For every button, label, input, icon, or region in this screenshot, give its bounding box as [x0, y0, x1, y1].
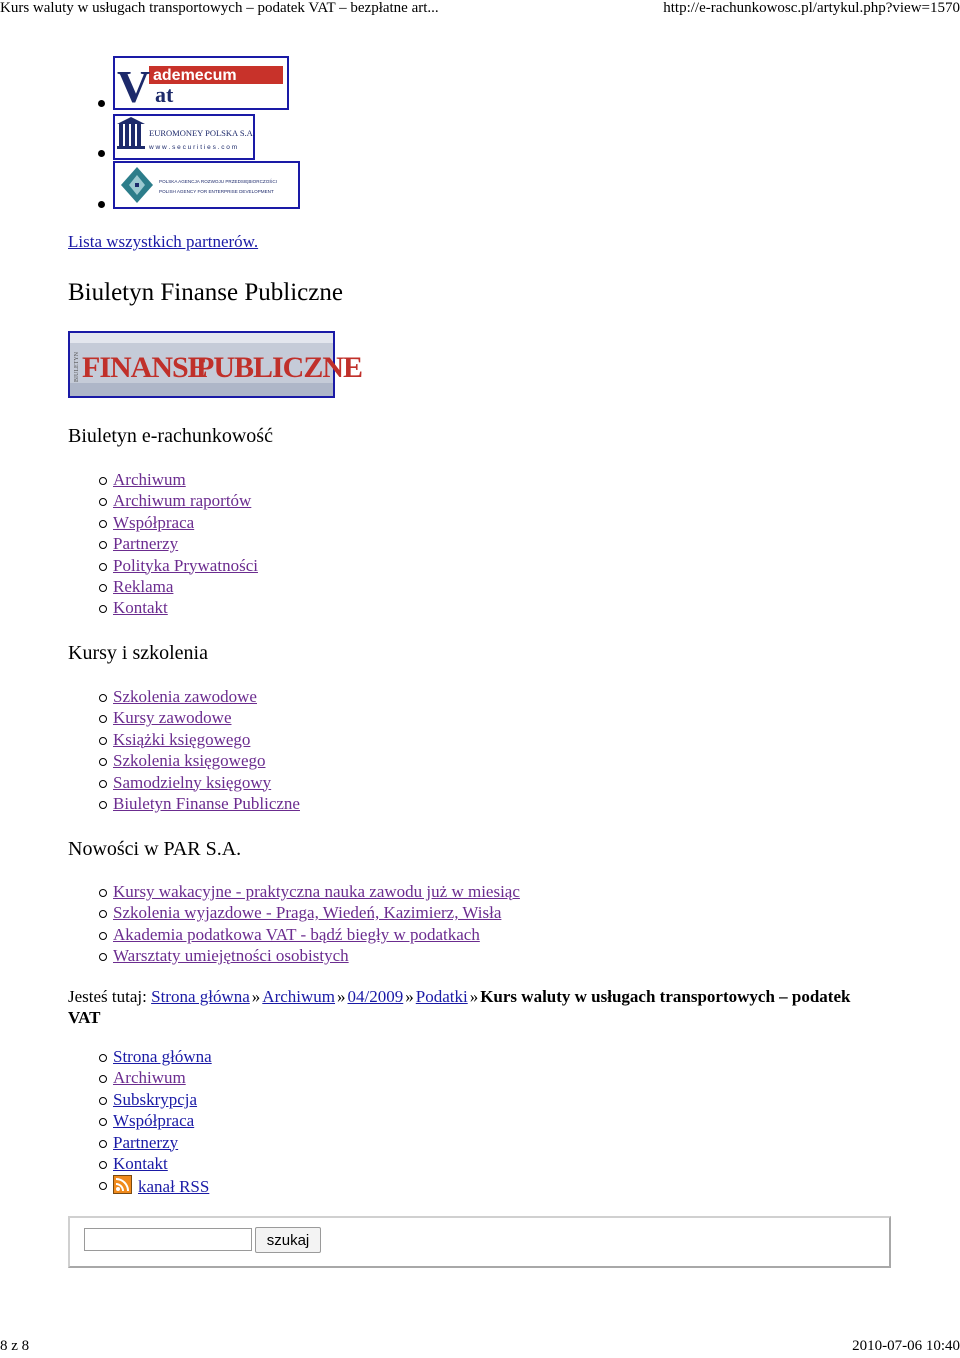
banner-text-finanse: FINANSE	[82, 351, 207, 384]
erachunkowosc-heading: Biuletyn e-rachunkowość	[68, 425, 273, 447]
list-item	[68, 1089, 212, 1110]
print-header-url: http://e-rachunkowosc.pl/artykul.php?view=1570	[663, 0, 960, 16]
breadcrumb-current: Kurs waluty w usługach transportowych – podatek VAT	[68, 987, 851, 1027]
all-partners-link[interactable]: Lista wszystkich partnerów.	[68, 232, 259, 251]
finanse-publiczne-banner[interactable]	[68, 331, 363, 398]
footer-archiwum-link[interactable]: Archiwum	[113, 1068, 186, 1088]
bullet-icon	[98, 100, 105, 107]
breadcrumb-podatki-link[interactable]: Podatki	[415, 987, 468, 1006]
breadcrumb	[68, 986, 868, 1028]
archiwum-raportow-link[interactable]: Archiwum raportów	[113, 491, 252, 511]
erachunkowosc-link-list	[68, 469, 258, 619]
biuletyn-finanse-publiczne-link[interactable]: Biuletyn Finanse Publiczne	[113, 793, 300, 813]
euromoney-logo-image	[115, 116, 253, 158]
list-item	[68, 881, 520, 902]
samodzielny-ksiegowy-link[interactable]: Samodzielny księgowy	[113, 772, 272, 792]
banner-text-publiczne: PUBLICZNE	[196, 351, 363, 384]
list-item	[68, 490, 258, 511]
bullet-icon	[98, 150, 105, 157]
list-item	[68, 555, 258, 576]
search-form	[68, 1216, 891, 1268]
rss-icon	[113, 1175, 132, 1194]
list-item	[68, 729, 300, 750]
list-item	[68, 576, 258, 597]
list-item	[68, 469, 258, 490]
breadcrumb-separator: »	[251, 987, 261, 1006]
list-item	[68, 772, 300, 793]
parp-logo[interactable]	[113, 161, 300, 209]
bullet-icon	[98, 201, 105, 208]
list-item	[68, 686, 300, 707]
szkolenia-wyjazdowe-link[interactable]: Szkolenia wyjazdowe - Praga, Wiedeń, Kazimierz, Wisła	[113, 903, 502, 923]
vademecum-logo-top: ademecum	[153, 67, 237, 84]
nowosci-heading: Nowości w PAR S.A.	[68, 838, 242, 860]
warsztaty-link[interactable]: Warsztaty umiejętności osobistych	[113, 946, 349, 966]
partnerzy-link[interactable]: Partnerzy	[113, 534, 179, 554]
list-item	[68, 707, 300, 728]
breadcrumb-home-link[interactable]: Strona główna	[151, 987, 250, 1006]
akademia-podatkowa-link[interactable]: Akademia podatkowa VAT - bądź biegły w podatkach	[113, 924, 480, 944]
breadcrumb-separator: »	[469, 987, 479, 1006]
list-item	[68, 1110, 212, 1131]
rss-feed-link[interactable]	[113, 1177, 209, 1196]
vademecum-vat-logo[interactable]	[113, 56, 289, 110]
parp-logo-image	[115, 163, 298, 207]
vademecum-logo-bottom: at	[155, 82, 174, 107]
list-item	[68, 1046, 212, 1067]
list-item	[68, 924, 520, 945]
euromoney-logo[interactable]	[113, 114, 255, 160]
search-input[interactable]	[84, 1228, 252, 1251]
list-item	[68, 533, 258, 554]
kursy-heading: Kursy i szkolenia	[68, 642, 208, 664]
archiwum-link[interactable]: Archiwum	[113, 470, 186, 489]
list-item	[68, 597, 258, 618]
szkolenia-ksiegowego-link[interactable]: Szkolenia księgowego	[113, 751, 266, 771]
list-item	[68, 1174, 212, 1200]
breadcrumb-separator: »	[405, 987, 414, 1006]
breadcrumb-separator: »	[337, 987, 346, 1006]
list-item	[68, 793, 300, 814]
reklama-link[interactable]: Reklama	[113, 576, 174, 596]
ksiazki-ksiegowego-link[interactable]: Książki księgowego	[113, 729, 251, 749]
euromoney-logo-top: EUROMONEY POLSKA S.A.	[149, 128, 255, 138]
kontakt-link[interactable]: Kontakt	[113, 598, 168, 618]
vademecum-vat-logo-image	[115, 58, 287, 112]
footer-nav-list	[68, 1046, 212, 1200]
polityka-prywatnosci-link[interactable]: Polityka Prywatności	[113, 555, 258, 575]
parp-logo-bottom: POLISH AGENCY FOR ENTERPRISE DEVELOPMENT	[159, 189, 274, 194]
list-item	[68, 1153, 212, 1174]
footer-kontakt-link[interactable]: Kontakt	[113, 1153, 168, 1173]
print-footer	[0, 1338, 960, 1358]
footer-home-link[interactable]: Strona główna	[113, 1047, 212, 1066]
euromoney-logo-bottom: w w w . s e c u r i t i e s . c o m	[149, 144, 238, 151]
footer-wspolpraca-link[interactable]: Współpraca	[113, 1111, 195, 1131]
kursy-wakacyjne-link[interactable]: Kursy wakacyjne - praktyczna nauka zawodu już w miesiąc	[113, 882, 520, 901]
print-header	[0, 0, 960, 20]
print-footer-page: 8 z 8	[0, 1338, 30, 1354]
list-item	[68, 945, 520, 966]
wspolpraca-link[interactable]: Współpraca	[113, 512, 195, 532]
nowosci-link-list	[68, 881, 520, 967]
kursy-zawodowe-link[interactable]: Kursy zawodowe	[113, 708, 232, 728]
print-header-title: Kurs waluty w usługach transportowych – podatek VAT – bezpłatne art...	[0, 0, 439, 16]
breadcrumb-prefix: Jesteś tutaj:	[68, 987, 147, 1006]
list-item	[68, 1132, 212, 1153]
list-item	[68, 512, 258, 533]
parp-logo-top: POLSKA AGENCJA ROZWOJU PRZEDSIĘBIORCZOŚCI	[159, 179, 277, 184]
kursy-link-list	[68, 686, 300, 814]
svg-text:BIULETYN: BIULETYN	[74, 352, 80, 382]
rss-label: kanał RSS	[138, 1177, 210, 1197]
footer-partnerzy-link[interactable]: Partnerzy	[113, 1132, 179, 1152]
list-item	[68, 902, 520, 923]
finanse-heading: Biuletyn Finanse Publiczne	[68, 279, 343, 306]
breadcrumb-issue-link[interactable]: 04/2009	[347, 987, 404, 1006]
finanse-publiczne-banner-image	[70, 333, 363, 396]
list-item	[68, 750, 300, 771]
vademecum-logo-letter: V	[117, 61, 151, 112]
footer-subskrypcja-link[interactable]: Subskrypcja	[113, 1089, 198, 1109]
print-footer-datetime: 2010-07-06 10:40	[852, 1338, 960, 1354]
list-item	[68, 1067, 212, 1088]
breadcrumb-archiwum-link[interactable]: Archiwum	[262, 987, 336, 1006]
search-button[interactable]: szukaj	[255, 1227, 321, 1253]
szkolenia-zawodowe-link[interactable]: Szkolenia zawodowe	[113, 687, 257, 706]
